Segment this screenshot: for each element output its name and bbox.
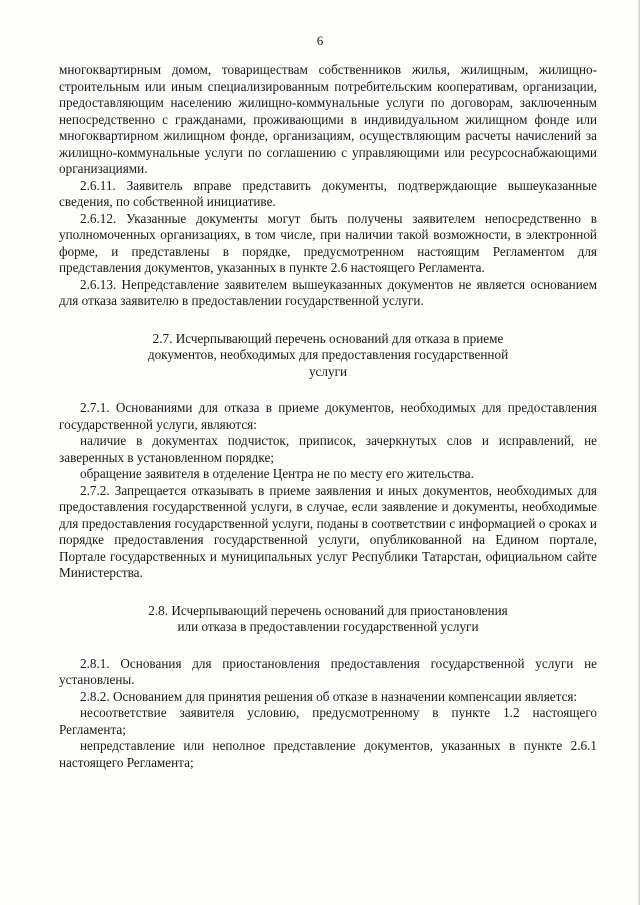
section-heading-2-8 (59, 603, 597, 636)
page-number: 6 (316, 33, 324, 48)
paragraph-2-6-11: 2.6.11. Заявитель вправе представить документы, подтверждающие вышеуказанные сведения, по собственной инициативе. (59, 177, 597, 209)
heading-2-7-line-2: документов, необходимых для предоставления государственной (147, 347, 509, 362)
paragraph-2-8-2: 2.8.2. Основанием для принятия решения об отказе в назначении компенсации является: (80, 688, 578, 704)
paragraph-2-7-2: 2.7.2. Запрещается отказывать в приеме заявления и иных документов, необходимых для предоставления государственной услуги, в случае, если заявление и документы, необходимые для предоставления государственной услуги, поданы в соответствии с информацией о сроках и порядке предоставления государственной услуги, опубликованной на Едином портале, Портале государственных и муниципальных услуг Республики Татарстан, официальном сайте Министерства. (59, 482, 597, 580)
document-body (59, 62, 597, 771)
heading-2-8-line-2: или отказа в предоставлении государственной услуги (177, 619, 479, 634)
heading-2-7-line-3: услуги (308, 363, 348, 379)
paragraph-2-8-1: 2.8.1. Основания для приостановления предоставления государственной услуги не установлены. (59, 655, 597, 687)
paragraph-2-6-13: 2.6.13. Непредставление заявителем вышеуказанных документов не является основанием для отказа заявителю в предоставлении государственной услуги. (59, 276, 597, 308)
paragraph-2-7-1-item-1: наличие в документах подчисток, приписок, зачеркнутых слов и исправлений, не заверенных в установленном порядке; (59, 433, 597, 465)
paragraph-2-8-2-item-1: несоответствие заявителя условию, предусмотренному в пункте 1.2 настоящего Регламента; (59, 705, 597, 737)
section-heading-2-7 (59, 331, 597, 381)
paragraph-2-6-12: 2.6.12. Указанные документы могут быть получены заявителем непосредственно в уполномоченных организациях, в том числе, при наличии такой возможности, в электронной форме, и представлены в порядке, предусмотренном настоящим Регламентом для представления документов, указанных в пункте 2.6 настоящего Регламента. (59, 210, 597, 275)
heading-2-7-line-1: 2.7. Исчерпывающий перечень оснований для отказа в приеме (152, 330, 504, 346)
paragraph-2-8-2-item-2: непредставление или неполное представление документов, указанных в пункте 2.6.1 настоящего Регламента; (59, 738, 597, 770)
paragraph-2-7-1: 2.7.1. Основаниями для отказа в приеме документов, необходимых для предоставления государственной услуги, являются: (59, 400, 597, 432)
heading-2-8-line-1: 2.8. Исчерпывающий перечень оснований для приостановления (148, 602, 508, 618)
paragraph-p0: многоквартирным домом, товариществам собственников жилья, жилищным, жилищно-строительным или иным специализированным потребительским кооперативам, организации, предоставляющим населению жилищно-коммунальные услуги по договорам, заключенным непосредственно с гражданами, проживающими в индивидуальном жилищном фонде или многоквартирном жилищном фонде, организациям, осуществляющим расчеты начислений за жилищно-коммунальные услуги по соглашению с управляющими или ресурсоснабжающими организациями. (59, 62, 597, 176)
paragraph-2-7-1-item-2: обращение заявителя в отделение Центра не по месту его жительства. (80, 466, 474, 481)
